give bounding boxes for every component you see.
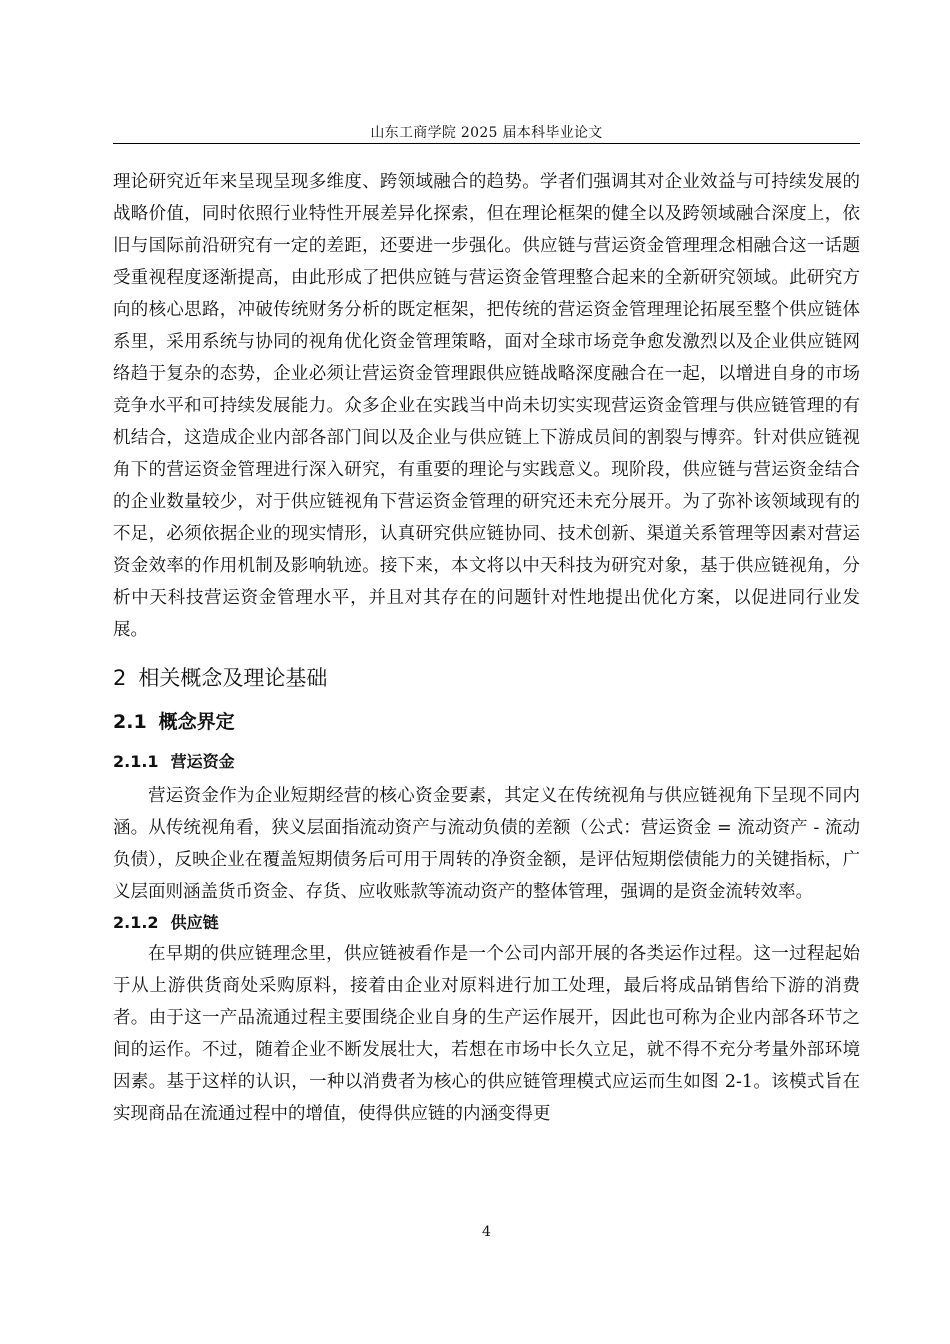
chapter-title: 相关概念及理论基础 (138, 666, 328, 690)
section-number: 2.1 (113, 711, 147, 733)
supply-chain-paragraph: 在早期的供应链理念里，供应链被看作是一个公司内部开展的各类运作过程。这一过程起始于从上游供货商处采购原料，接着由企业对原料进行加工处理，最后将成品销售给下游的消费者。由于这一产品流通过程主要围绕企业自身的生产运作展开，因此也可称为企业内部各环节之间的运作。不过，随着企业不断发展壮大，若想在市场中长久立足，就不得不充分考量外部环境因素。基于这样的认识，一种以消费者为核心的供应链管理模式应运而生如图 2-1。该模式旨在实现商品在流通过程中的增值，使得供应链的内涵变得更 (113, 944, 860, 1124)
subsection-heading-supply-chain (113, 908, 860, 938)
chapter-heading (113, 656, 860, 700)
subsection-number: 2.1.2 (113, 913, 159, 932)
page-body (113, 166, 860, 1130)
running-header: 山东工商学院 2025 届本科毕业论文 (370, 125, 603, 141)
section-heading (113, 700, 860, 744)
subsection-heading-working-capital (113, 744, 860, 780)
section-title: 概念界定 (158, 711, 235, 733)
subsection-title: 营运资金 (170, 752, 235, 771)
page-number: 4 (482, 1224, 491, 1240)
subsection-number: 2.1.1 (113, 752, 159, 771)
working-capital-paragraph: 营运资金作为企业短期经营的核心资金要素，其定义在传统视角与供应链视角下呈现不同内涵。从传统视角看，狭义层面指流动资产与流动负债的差额（公式：营运资金 = 流动资产 - 流动负债），反映企业在覆盖短期债务后可用于周转的净资金额，是评估短期偿债能力的关键指标，广义层面则涵盖货币资金、存货、应收账款等流动资产的整体管理，强调的是资金流转效率。 (113, 786, 860, 902)
chapter-number: 2 (113, 666, 127, 690)
header-divider (113, 143, 860, 144)
intro-paragraph: 理论研究近年来呈现呈现多维度、跨领域融合的趋势。学者们强调其对企业效益与可持续发展的战略价值，同时依照行业特性开展差异化探索，但在理论框架的健全以及跨领域融合深度上，依旧与国际前沿研究有一定的差距，还要进一步强化。供应链与营运资金管理理念相融合这一话题受重视程度逐渐提高，由此形成了把供应链与营运资金管理整合起来的全新研究领域。此研究方向的核心思路，冲破传统财务分析的既定框架，把传统的营运资金管理理论拓展至整个供应链体系里，采用系统与协同的视角优化资金管理策略，面对全球市场竞争愈发激烈以及企业供应链网络趋于复杂的态势，企业必须让营运资金管理跟供应链战略深度融合在一起，以增进自身的市场竞争水平和可持续发展能力。众多企业在实践当中尚未切实实现营运资金管理与供应链管理的有机结合，这造成企业内部各部门间以及企业与供应链上下游成员间的割裂与博弈。针对供应链视角下的营运资金管理进行深入研究，有重要的理论与实践意义。现阶段，供应链与营运资金结合的企业数量较少，对于供应链视角下营运资金管理的研究还未充分展开。为了弥补该领域现有的不足，必须依据企业的现实情形，认真研究供应链协同、技术创新、渠道关系管理等因素对营运资金效率的作用机制及影响轨迹。接下来，本文将以中天科技为研究对象，基于供应链视角，分析中天科技营运资金管理水平，并且对其存在的问题针对性地提出优化方案，以促进同行业发展。 (113, 172, 860, 640)
subsection-title: 供应链 (170, 913, 219, 932)
